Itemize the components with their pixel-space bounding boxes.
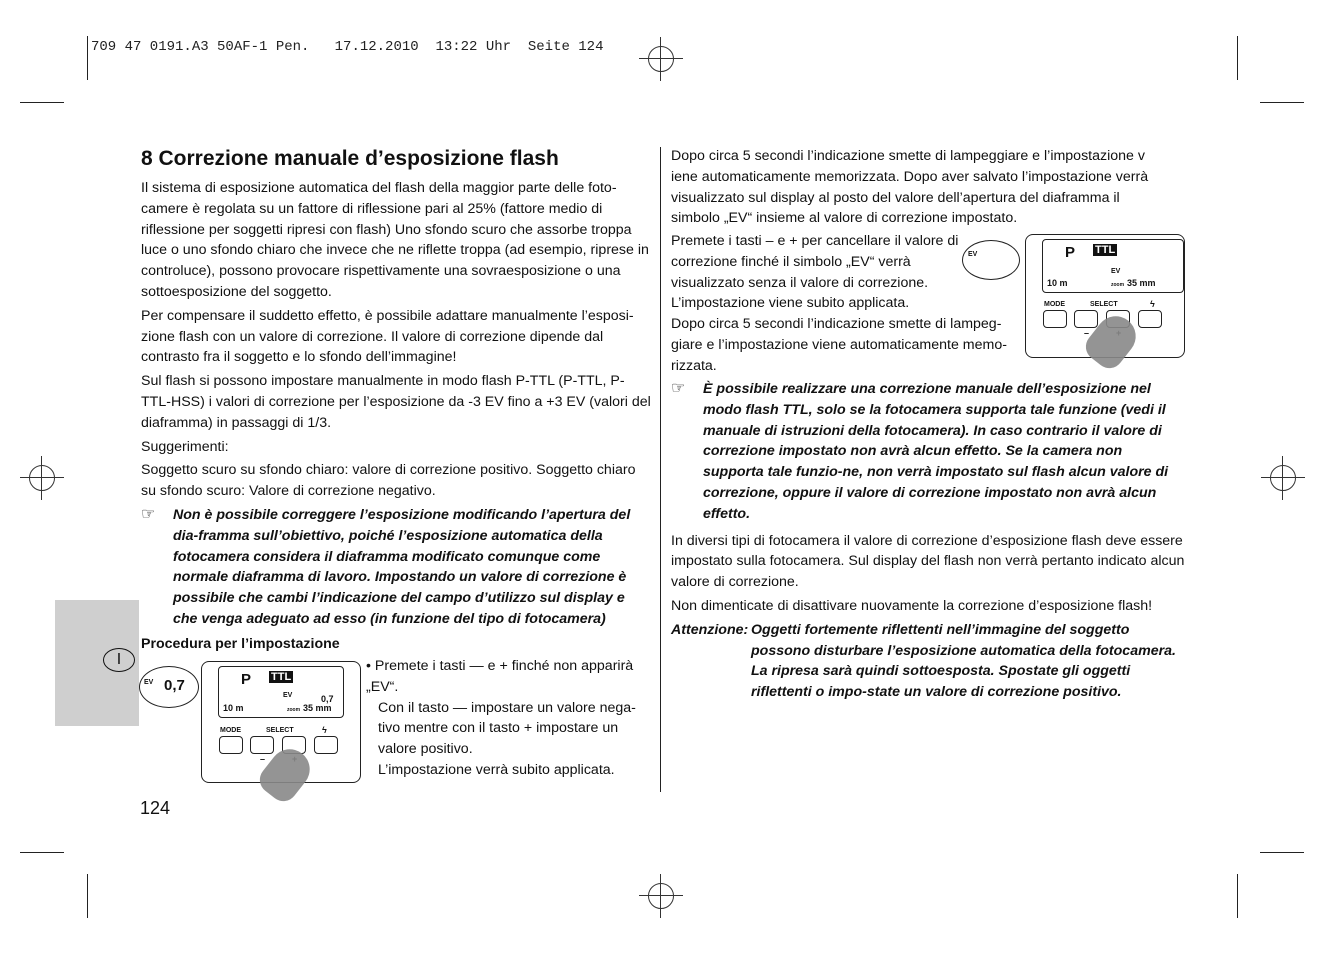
zoom-label: zoom bbox=[1111, 282, 1125, 288]
ev-callout-label: EV bbox=[968, 251, 978, 258]
paragraph: Suggerimenti: bbox=[141, 438, 229, 455]
page-number: 124 bbox=[140, 798, 171, 818]
procedure-step: • Premete i tasti — e + finché non apparirà „EV“. bbox=[366, 658, 634, 695]
paragraph: In diversi tipi di fotocamera il valore di correzione d’esposizione flash deve essere impostato sulla fotocamera. Sul display del flash non verrà pertanto indicato alcun valore di correzione. bbox=[671, 532, 1185, 591]
flash-device-diagram bbox=[1025, 234, 1185, 358]
procedure-step: L’impostazione verrà subito applicata. bbox=[378, 761, 615, 778]
flash-button[interactable] bbox=[1138, 310, 1162, 328]
procedure-step: Con il tasto — impostare un valore nega-tivo mentre con il tasto + impostare un valore positivo. bbox=[378, 699, 636, 758]
paragraph: Per compensare il suddetto effetto, è possibile adattare manualmente l’esposi-zione flash con un valore di correzione. Il valore di correzione dipende dal contrasto fra il soggetto e lo sfondo dell’immagine! bbox=[141, 307, 634, 366]
minus-button[interactable] bbox=[250, 736, 274, 754]
value-small: 0,7 bbox=[321, 694, 334, 704]
crop-mark bbox=[1260, 852, 1304, 853]
crop-mark bbox=[20, 102, 64, 103]
flash-device-diagram bbox=[201, 661, 361, 783]
registration-mark-icon bbox=[29, 465, 55, 491]
mode-button[interactable] bbox=[219, 736, 243, 754]
note bbox=[671, 379, 1186, 525]
ev-small: EV bbox=[1111, 268, 1121, 275]
flash-bolt-icon: ϟ bbox=[322, 725, 327, 735]
language-tab-label: I bbox=[103, 648, 135, 672]
minus-label: – bbox=[1084, 328, 1090, 338]
paragraph: Soggetto scuro su sfondo chiaro: valore di correzione positivo. Soggetto chiaro su sfondo scuro: Valore di correzione negativo. bbox=[141, 462, 636, 500]
select-label: SELECT bbox=[266, 727, 294, 734]
paragraph: Sul flash si possono impostare manualmente in modo flash P-TTL (P-TTL, P-TTL-HSS) i valori di correzione per l’esposizione da -3 EV fino a +3 EV (valori del diaframma) in passaggi di 1/3. bbox=[141, 373, 651, 431]
warning bbox=[671, 620, 1186, 703]
registration-mark-icon bbox=[1270, 465, 1296, 491]
note-text: È possibile realizzare una correzione manuale dell’esposizione nel modo flash TTL, solo se la fotocamera supporta tale funzione (vedi il manuale di istruzioni della fotocamera). In caso contrario il valore di correzione impostato non avrà alcun effetto. Se la camera non supporta tale funzio-ne, non verrà impostato sul flash alcun valore di correzione, oppure il valore di correzione impostato non avrà alcun effetto. bbox=[703, 381, 1169, 522]
ev-callout bbox=[962, 240, 1020, 280]
ttl-badge: TTL bbox=[271, 671, 292, 683]
paragraph: Il sistema di esposizione automatica del flash della maggior parte delle foto-camere è regolata su un fattore di riflessione pari al 25% (fattore medio di riflessione per soggetti ripresi con flash) Uno sfondo scuro che assorbe troppa luce o uno sfondo chiaro che invece che ne riflette troppa (ad esempio, riprese in controluce), possono provocare rispettivamente una sovraesposizione o una sottoesposizione del soggetto. bbox=[141, 180, 649, 300]
minus-button[interactable] bbox=[1074, 310, 1098, 328]
warning-label: Attenzione: bbox=[671, 621, 749, 638]
flash-bolt-icon: ϟ bbox=[1150, 299, 1155, 309]
registration-mark-icon bbox=[648, 46, 674, 72]
mode-p: P bbox=[1065, 244, 1076, 261]
crop-mark bbox=[87, 36, 88, 80]
flash-display bbox=[218, 666, 344, 718]
crop-mark bbox=[20, 852, 64, 853]
zoom-label: zoom bbox=[287, 707, 301, 713]
right-column-bottom bbox=[671, 379, 1186, 703]
column-divider bbox=[660, 147, 661, 792]
mode-button[interactable] bbox=[1043, 310, 1067, 328]
flash-display bbox=[1042, 239, 1184, 293]
registration-mark-icon bbox=[648, 883, 674, 909]
note bbox=[141, 505, 651, 630]
ev-callout-value: 0,7 bbox=[164, 677, 185, 694]
crop-mark bbox=[1237, 36, 1238, 80]
warning-text: Oggetti fortemente riflettenti nell’immagine del soggetto possono disturbare l’esposizione automatica della fotocamera. La ripresa sarà quindi sottoesposta. Spostate gli oggetti riflettenti o impo-state un valore di correzione positivo. bbox=[751, 621, 1176, 701]
procedure-steps bbox=[366, 656, 646, 784]
crop-mark bbox=[87, 874, 88, 918]
right-column-top bbox=[671, 146, 1171, 232]
paragraph: Premete i tasti – e + per cancellare il valore di correzione finché il simbolo „EV“ verrà visualizzato senza il valore di correzione. L’impostazione viene subito applicata. bbox=[671, 233, 959, 312]
distance: 10 m bbox=[1047, 278, 1068, 288]
pointing-hand-icon: ☞ bbox=[141, 505, 156, 523]
mode-label: MODE bbox=[220, 727, 241, 734]
note-text: Non è possibile correggere l’esposizione modificando l’apertura del dia-framma sull’obiettivo, poiché l’esposizione automatica della fotocamera considera il diaframma modificato comunque come normale diaframma di lavoro. Impostando un valore di correzione è possibile che cambi l’indicazione del campo d’utilizzo sul display e che venga adeguato ad esso (in funzione del tipo di fotocamera) bbox=[173, 506, 631, 627]
focal-length: 35 mm bbox=[1127, 278, 1156, 288]
select-label: SELECT bbox=[1090, 301, 1118, 308]
ev-callout-label: EV bbox=[144, 679, 154, 686]
paragraph: Dopo circa 5 secondi l’indicazione smette di lampeg-giare e l’impostazione viene automaticamente memo-rizzata. bbox=[671, 316, 1007, 374]
procedure-title: Procedura per l’impostazione bbox=[141, 635, 340, 652]
minus-label: – bbox=[260, 754, 266, 764]
paragraph: Dopo circa 5 secondi l’indicazione smette di lampeggiare e l’impostazione v iene automaticamente memorizzata. Dopo aver salvato l’impostazione verrà visualizzato sul display al posto del valore dell’apertura del diaframma il simbolo „EV“ insieme al valore di correzione impostato. bbox=[671, 148, 1149, 227]
crop-mark bbox=[1237, 874, 1238, 918]
ev-callout bbox=[139, 666, 199, 708]
ttl-badge: TTL bbox=[1095, 244, 1116, 256]
section-title: 8 Correzione manuale d’esposizione flash bbox=[141, 147, 559, 170]
paragraph: Non dimenticate di disattivare nuovamente la correzione d’esposizione flash! bbox=[671, 597, 1153, 614]
focal-length: 35 mm bbox=[303, 703, 332, 713]
mode-p: P bbox=[241, 671, 252, 688]
flash-button[interactable] bbox=[314, 736, 338, 754]
pointing-hand-icon: ☞ bbox=[671, 380, 686, 397]
mode-label: MODE bbox=[1044, 301, 1065, 308]
right-column-beside-diagram bbox=[671, 231, 1007, 380]
crop-mark bbox=[1260, 102, 1304, 103]
distance: 10 m bbox=[223, 703, 244, 713]
print-header: 709 47 0191.A3 50AF-1 Pen. 17.12.2010 13:22 Uhr Seite 124 bbox=[91, 39, 604, 55]
ev-small: EV bbox=[283, 692, 293, 699]
left-column bbox=[141, 146, 651, 658]
